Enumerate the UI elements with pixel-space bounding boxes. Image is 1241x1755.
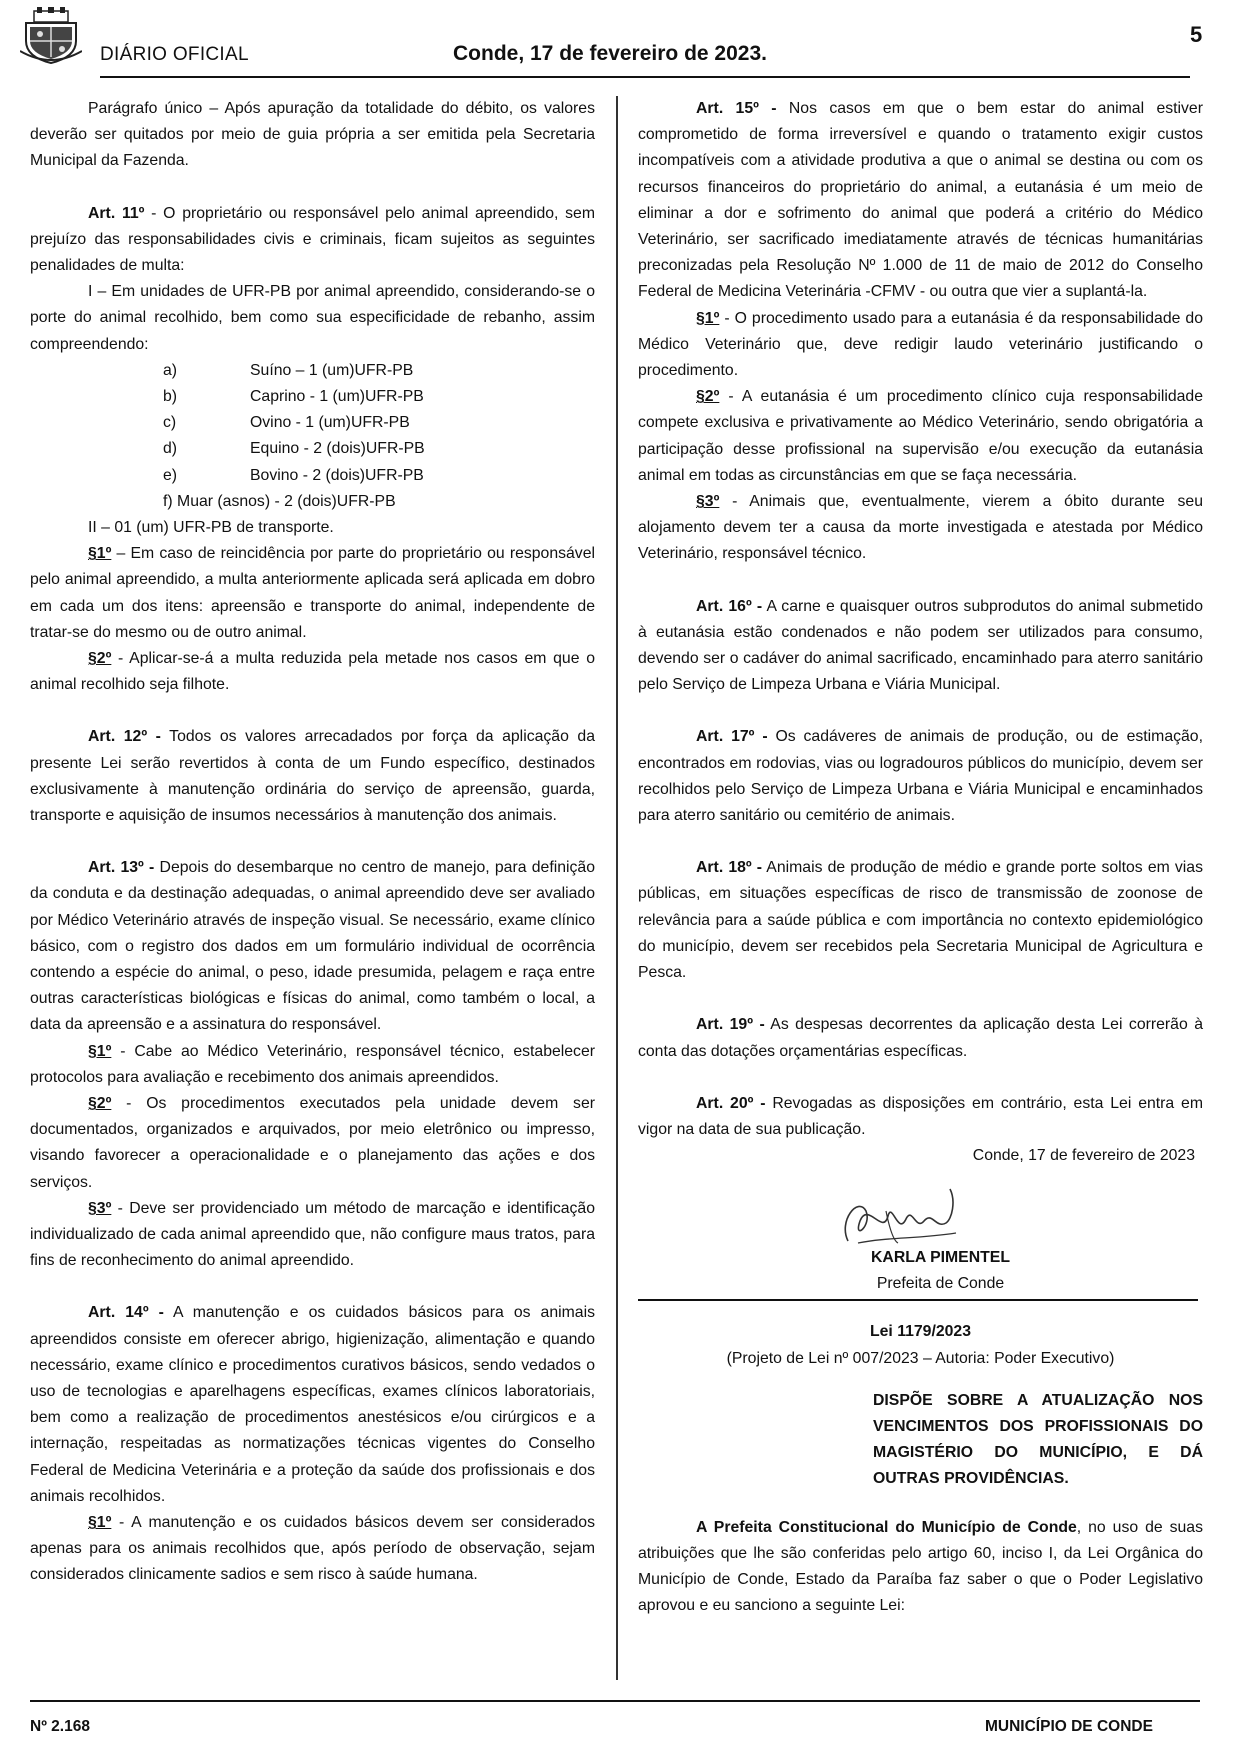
article-17: Art. 17º - Os cadáveres de animais de produção, ou de estimação, encontrados em rodovias, vias ou logradouros públicos do município, devem ser recolhidos pelo Serviço de Limpeza Urbana e Viária Municipal e encaminhados para aterro sanitário ou cemitério de animais. [638,728,1203,825]
article-11: Art. 11º - O proprietário ou responsável pelo animal apreendido, sem prejuízo das responsabilidades civis e criminais, ficam sujeitos as seguintes penalidades de multa: [30,204,595,275]
place-date: Conde, 17 de fevereiro de 2023 [972,1147,1195,1165]
article-12: Art. 12º - Todos os valores arrecadados por força da aplicação da presente Lei serão revertidos à conta de um Fundo específico, destinados exclusivamente à manutenção ordinária do serviço de apreensão, guarda, transporte e aquisição de insumos necessários à manutenção dos animais. [30,728,595,824]
article-19: Art. 19º - As despesas decorrentes da aplicação desta Lei correrão à conta das dotações orçamentárias específicas. [638,1016,1203,1060]
list-item: f) Muar (asnos) - 2 (dois)UFR-PB [163,492,396,510]
header-rule [100,76,1190,78]
article-13: Art. 13º - Depois do desembarque no centro de manejo, para definição da conduta e da destinação adequadas, o animal apreendido deve ser avaliado por Médico Veterinário através de inspeção visual. Se necessário, exame clínico básico, com o registro dos dados em um formulário individual de ocorrência contendo a espécie do animal, o peso, idade presumida, pelagem e raça entre outras características biológicas e físicas do animal, como também o local, a data da apreensão e a assinatura do responsável. [30,859,595,1034]
article-11-item-ii: II – 01 (um) UFR-PB de transporte. [88,518,334,536]
municipal-crest-logo [20,5,82,65]
paragraph-unico: Parágrafo único – Após apuração da totalidade do débito, os valores deverão ser quitados por meio de guia própria a ser emitida pela Secretaria Municipal da Fazenda. [30,100,595,170]
article-15-paragraph-2: §2º - A eutanásia é um procedimento clínico cuja responsabilidade compete exclusiva e privativamente ao Médico Veterinário, sendo obrigatória a participação desse profissional na supervisão e/ou execução da eutanásia animal em todas as circunstâncias em que se faça necessária. [638,388,1203,484]
list-item: e) Bovino - 2 (dois)UFR-PB [163,466,424,484]
issue-number: Nº 2.168 [30,1718,90,1735]
right-column [638,96,1203,1619]
article-11-item-i: I – Em unidades de UFR-PB por animal apreendido, considerando-se o porte do animal recolhido, bem como sua especificidade de rebanho, assim compreendendo: [30,283,595,353]
signature-block [638,1173,1203,1293]
footer-rule [30,1700,1200,1702]
issue-date: Conde, 17 de fevereiro de 2023. [453,42,767,65]
section-separator [638,1299,1198,1301]
article-18: Art. 18º - Animais de produção de médio e grande porte soltos em vias públicas, em situações específicas de risco de transmissão de zoonose de relevância para a saúde pública e com importância no contexto epidemiológico do município, devem ser recebidos pela Secretaria Municipal de Agricultura e Pesca. [638,859,1203,982]
article-15: Art. 15º - Nos casos em que o bem estar do animal estiver comprometido de forma irreversível e quando o tratamento exigir custos incompatíveis com a atividade produtiva a que o animal se destina ou com os recursos financeiros do proprietário do animal, a eutanásia é um meio de eliminar a dor e sofrimento do animal que poderá a critério do Médico Veterinário, ser sacrificado imediatamente através de técnicas humanitárias preconizadas pela Resolução Nº 1.000 de 11 de maio de 2012 do Conselho Federal de Medicina Veterinária -CFMV - ou outra que vier a suplantá-la. [638,100,1203,301]
municipality-name: MUNICÍPIO DE CONDE [985,1718,1153,1735]
law-subtitle: (Projeto de Lei nº 007/2023 – Autoria: Poder Executivo) [726,1349,1115,1367]
article-11-paragraph-2: §2º - Aplicar-se-á a multa reduzida pela metade nos casos em que o animal recolhido seja filhote. [30,649,595,694]
article-14: Art. 14º - A manutenção e os cuidados básicos para os animais apreendidos consiste em oferecer abrigo, higienização, alimentação e quando necessário, exame clínico e procedimentos curativos básicos, sendo vedados o uso de tecnologias e aparelhagens específicas, exames clínicos laboratoriais, bem como a realização de procedimentos anestésicos e/ou cirúrgicos e a internação, respeitadas as normatizações técnicas vigentes do Conselho Federal de Medicina Veterinária e a proteção da saúde dos profissionais e dos animais recolhidos. [30,1304,595,1505]
gazette-name: DIÁRIO OFICIAL [100,44,249,65]
list-item: d) Equino - 2 (dois)UFR-PB [163,440,425,458]
article-14-paragraph-1: §1º - A manutenção e os cuidados básicos devem ser considerados apenas para os animais recolhidos que, após período de observação, sejam considerados clinicamente sadios e sem risco à saúde humana. [30,1514,595,1584]
article-20: Art. 20º - Revogadas as disposições em contrário, esta Lei entra em vigor na data de sua publicação. [638,1094,1203,1138]
law-preamble: A Prefeita Constitucional do Município de Conde, no uso de suas atribuições que lhe são conferidas pelo artigo 60, inciso I, da Lei Orgânica do Município de Conde, Estado da Paraíba faz saber o que o Poder Legislativo aprovou e eu sanciono a seguinte Lei: [638,1518,1203,1615]
article-13-paragraph-1: §1º - Cabe ao Médico Veterinário, responsável técnico, estabelecer protocolos para avaliação e recebimento dos animais apreendidos. [30,1042,595,1086]
signatory-role: Prefeita de Conde [876,1275,1005,1293]
page-header [20,0,1190,80]
signatory-name: KARLA PIMENTEL [871,1249,1010,1267]
article-15-paragraph-3: §3º - Animais que, eventualmente, vierem a óbito durante seu alojamento devem ter a causa da morte investigada e atestada por Médico Veterinário, responsável técnico. [638,493,1203,563]
article-label: Art. 11º [88,204,145,222]
article-15-paragraph-1: §1º - O procedimento usado para a eutanásia é da responsabilidade do Médico Veterinário que, deve redigir laudo veterinário justificando o procedimento. [638,309,1203,380]
law-ementa: DISPÕE SOBRE A ATUALIZAÇÃO NOS VENCIMENTOS DOS PROFISSIONAIS DO MAGISTÉRIO DO MUNICÍPIO, E DÁ OUTRAS PROVIDÊNCIAS. [873,1391,1203,1488]
page-number: 5 [1190,22,1203,47]
column-divider [616,96,618,1680]
left-column [30,96,595,1589]
article-13-paragraph-3: §3º - Deve ser providenciado um método de marcação e identificação individualizado de cada animal apreendido que, não configure maus tratos, para fins de reconhecimento do animal apreendido. [30,1199,595,1270]
article-13-paragraph-2: §2º - Os procedimentos executados pela unidade devem ser documentados, organizados e arquivados, por meio eletrônico ou impresso, visando favorecer a operacionalidade e o planejamento das ações e dos serviços. [30,1095,595,1191]
penalty-list [30,358,595,515]
list-item: c) Ovino - 1 (um)UFR-PB [163,414,410,432]
article-11-paragraph-1: §1º – Em caso de reincidência por parte do proprietário ou responsável pelo animal apreendido, a multa anteriormente aplicada será aplicada em dobro em cada um dos itens: apreensão e transporte do animal, independente de tratar-se do mesmo ou de outro animal. [30,545,595,641]
article-16: Art. 16º - A carne e quaisquer outros subprodutos do animal submetido à eutanásia estão condenados e não podem ser utilizados para consumo, devendo ser o cadáver do animal sacrificado, encaminhado para aterro sanitário pelo Serviço de Limpeza Urbana e Viária Municipal. [638,597,1203,694]
list-item: b) Caprino - 1 (um)UFR-PB [163,388,424,406]
law-title: Lei 1179/2023 [869,1323,971,1341]
list-item: a) Suíno – 1 (um)UFR-PB [163,361,414,379]
